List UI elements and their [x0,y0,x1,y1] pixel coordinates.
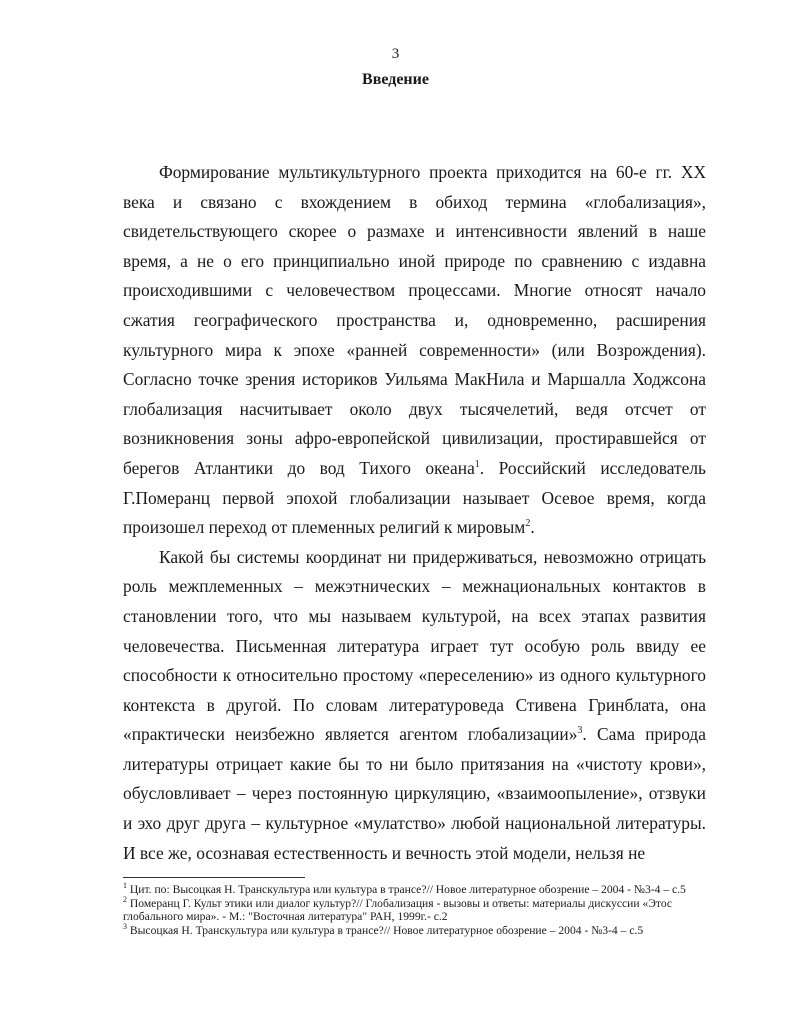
paragraph-1 [123,158,706,543]
footnotes [123,883,711,938]
paragraph-text: Формирование мультикультурного проекта приходится на 60-е гг. XX века и связано с вхождением в обиход термина «глобализация», свидетельствующего скорее о размахе и интенсивности явлений в наше время, а не о его принципиально иной природе по сравнению с издавна происходившими с человечеством процессами. Многие относят начало сжатия географического пространства и, одновременно, расширения культурного мира к эпохе «ранней современности» (или Возрождения). Согласно точке зрения историков Уильяма МакНила и Маршалла Ходжсона глобализация насчитывает около двух тысячелетий, ведя отсчет от возникновения зоны афро-европейской цивилизации, простиравшейся от берегов Атлантики до вод Тихого океана [123,162,706,478]
paragraph-text: . Российский исследователь Г.Померанц первой эпохой глобализации называет Осевое время, когда произошел переход от племенных религий к мировым [123,457,706,538]
footnote-number: 2 [123,895,127,905]
footnote-text: Цит. по: Высоцкая Н. Транскультура или культура в трансе?// Новое литературное обозрение – 2004 - №3-4 – с.5 [127,883,686,896]
footnote-ref: 2 [525,518,531,530]
paragraph-text: Какой бы системы координат ни придерживаться, невозможно отрицать роль межплеменных – межэтнических – межнациональных контактов в становлении того, что мы называем культурой, на всех этапах развития человечества. Письменная литература играет тут особую роль ввиду ее способности к относительно простому «переселению» из одного культурного контекста в другой. По словам литературоведа Стивена Гринблата, она «практически неизбежно является агентом глобализации» [123,546,706,745]
paragraph-2 [123,543,706,869]
footnote-ref: 3 [577,725,583,737]
footnote-number: 1 [123,881,127,891]
footnote-2 [123,897,711,923]
footnote-text: Померанц Г. Культ этики или диалог культур?// Глобализация - вызовы и ответы: материалы дискуссии «Этос глобального мира». - М.: "Восточная литература" РАН, 1999г.- с.2 [123,897,673,923]
page-title: Введение [362,71,429,88]
footnote-1 [123,883,711,896]
paragraph-text: . Сама природа литературы отрицает какие бы то ни было притязания на «чистоту крови», обусловливает – через постоянную циркуляцию, «взаимоопыление», отзвуки и эхо друг друга – культурное «мулатство» любой национальной литературы. И все же, осознавая естественность и вечность этой модели, нельзя не [123,724,706,863]
footnote-text: Высоцкая Н. Транскультура или культура в трансе?// Новое литературное обозрение – 2004 - №3-4 – с.5 [127,924,644,937]
footnote-ref: 1 [474,459,480,471]
footnote-3 [123,924,711,937]
page-number: 3 [391,46,400,62]
paragraph-text: . [530,517,535,538]
footnote-divider [123,877,305,878]
body-text [123,158,706,868]
footnote-number: 3 [123,922,127,932]
